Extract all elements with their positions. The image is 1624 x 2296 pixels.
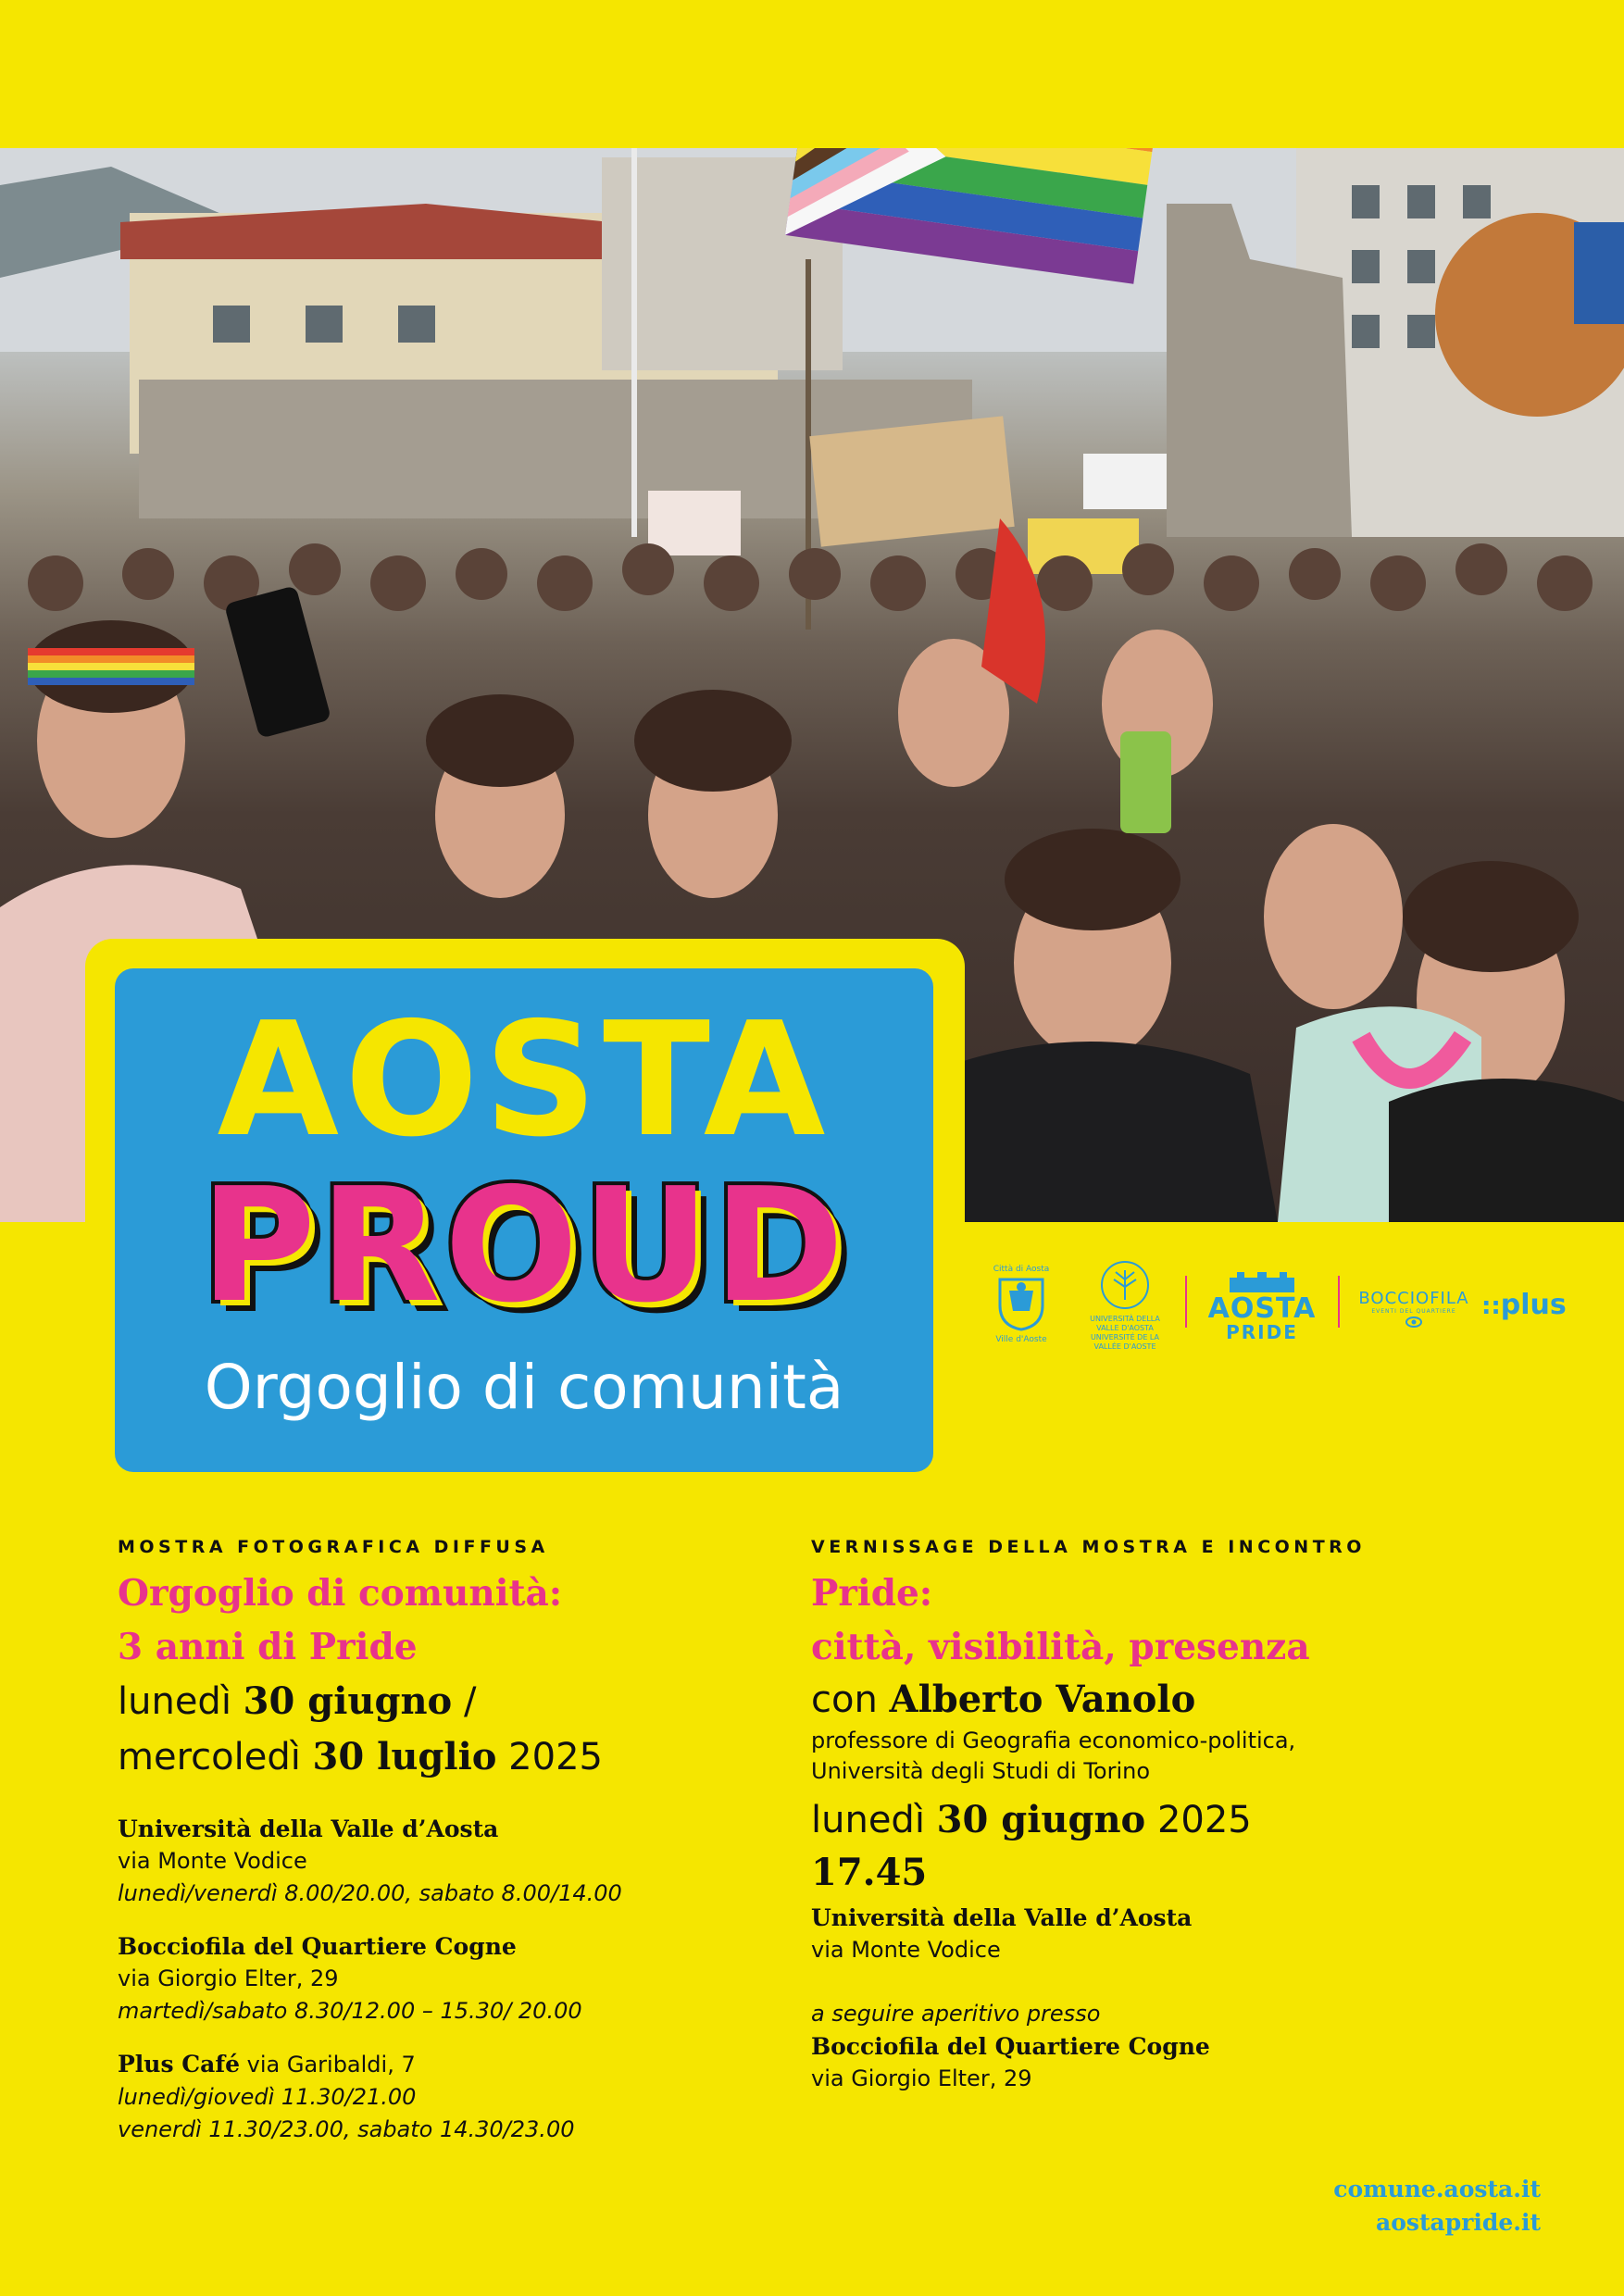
exhibition-kicker: MOSTRA FOTOGRAFICA DIFFUSA — [118, 1537, 549, 1557]
venue-hours: martedì/sabato 8.30/12.00 – 15.30/ 20.00 — [118, 1998, 582, 2024]
date-prefix: lunedì — [811, 1799, 937, 1841]
vernissage-venue — [811, 1902, 1515, 1966]
date-bold: 30 giugno — [936, 1798, 1146, 1841]
univ-line-3: UNIVERSITÉ DE LA — [1090, 1333, 1160, 1341]
logo-separator — [1338, 1276, 1340, 1328]
title-box — [115, 968, 933, 1472]
venue-universita — [118, 1813, 766, 1910]
date-bold: 30 giugno — [243, 1679, 453, 1723]
tree-seal-icon — [1099, 1259, 1151, 1311]
coat-of-arms-icon — [989, 1274, 1054, 1331]
pride-logo-line2: PRIDE — [1226, 1321, 1298, 1343]
venue-address: via Giorgio Elter, 29 — [811, 2065, 1032, 2091]
plus-name: plus — [1500, 1289, 1567, 1321]
eye-icon — [1405, 1316, 1422, 1329]
venue-plus-cafe — [118, 2048, 766, 2146]
speaker-role-2: Università degli Studi di Torino — [811, 1758, 1151, 1784]
plus-dots-icon: :: — [1481, 1292, 1501, 1320]
vernissage-title-2: città, visibilità, presenza — [811, 1626, 1310, 1668]
venue-name: Università della Valle d’Aosta — [118, 1816, 499, 1842]
universita-logo — [1083, 1259, 1167, 1361]
date-suffix: 2025 — [1145, 1799, 1252, 1841]
exhibition-title-2: 3 anni di Pride — [118, 1626, 418, 1668]
venue-address: via Monte Vodice — [118, 1848, 307, 1874]
speaker — [811, 1674, 1515, 1726]
bocciofila-tag: EVENTI DEL QUARTIERE — [1371, 1308, 1456, 1315]
title-aosta: AOSTA — [217, 989, 831, 1172]
castle-icon — [1220, 1270, 1304, 1292]
venue-address: via Monte Vodice — [811, 1937, 1001, 1963]
vernissage-title-1: Pride: — [811, 1572, 933, 1615]
citta-di-aosta-logo — [989, 1265, 1054, 1357]
url-comune[interactable]: comune.aosta.it — [1333, 2176, 1541, 2202]
vernissage-time: 17.45 — [811, 1851, 928, 1894]
venue-bocciofila — [118, 1930, 766, 2028]
url-aostapride[interactable]: aostapride.it — [1376, 2209, 1541, 2236]
exhibition-date-end — [118, 1729, 766, 1785]
website-links — [1333, 2173, 1541, 2240]
venue-name: Bocciofila del Quartiere Cogne — [811, 2033, 1210, 2060]
pride-logo-line1: AOSTA — [1207, 1292, 1317, 1325]
venue-hours: lunedì/giovedì 11.30/21.00 — [118, 2084, 417, 2110]
citta-logo-bottom: Ville d'Aoste — [995, 1335, 1047, 1344]
date-bold: 30 luglio — [312, 1735, 497, 1778]
speaker-role-1: professore di Geografia economico-politica, — [811, 1728, 1296, 1753]
univ-line-4: VALLÉE D'AOSTE — [1093, 1342, 1156, 1351]
venue-address: via Garibaldi, 7 — [240, 2052, 416, 2078]
univ-line-1: UNIVERSITÀ DELLA — [1090, 1315, 1160, 1323]
date-suffix: 2025 — [496, 1736, 603, 1778]
univ-line-2: VALLE D'AOSTA — [1096, 1324, 1154, 1332]
vernissage-kicker: VERNISSAGE DELLA MOSTRA E INCONTRO — [811, 1537, 1366, 1557]
exhibition-date-start — [118, 1674, 766, 1729]
venue-name: Università della Valle d’Aosta — [811, 1904, 1193, 1931]
title-subtitle: Orgoglio di comunità — [204, 1352, 844, 1423]
title-proud: PROUD — [200, 1154, 848, 1338]
exhibition-title-1: Orgoglio di comunità: — [118, 1572, 563, 1615]
venue-hours: lunedì/venerdì 8.00/20.00, sabato 8.00/14.00 — [118, 1880, 622, 1906]
speaker-name: Alberto Vanolo — [889, 1678, 1196, 1721]
venue-address: via Giorgio Elter, 29 — [118, 1965, 339, 1991]
date-prefix: mercoledì — [118, 1736, 313, 1778]
aperitivo-venue — [811, 1998, 1515, 2095]
logo-separator — [1185, 1276, 1187, 1328]
venue-hours: venerdì 11.30/23.00, sabato 14.30/23.00 — [118, 2116, 575, 2142]
speaker-prefix: con — [811, 1678, 890, 1721]
citta-logo-top: Città di Aosta — [993, 1265, 1050, 1274]
aosta-pride-logo — [1202, 1270, 1322, 1344]
date-suffix: / — [452, 1680, 477, 1723]
vernissage-date — [811, 1792, 1515, 1848]
venue-name: Bocciofila del Quartiere Cogne — [118, 1933, 517, 1960]
venue-name-address — [118, 2048, 766, 2081]
vernissage-column — [811, 1537, 1515, 2095]
plus-cafe-logo — [1481, 1289, 1574, 1326]
bocciofila-logo — [1354, 1289, 1474, 1335]
aperitivo-label: a seguire aperitivo presso — [811, 2001, 1101, 2027]
bocciofila-name: BOCCIOFILA — [1358, 1289, 1469, 1308]
date-prefix: lunedì — [118, 1680, 244, 1723]
exhibition-column — [118, 1537, 766, 2146]
venue-name: Plus Café — [118, 2051, 241, 2078]
